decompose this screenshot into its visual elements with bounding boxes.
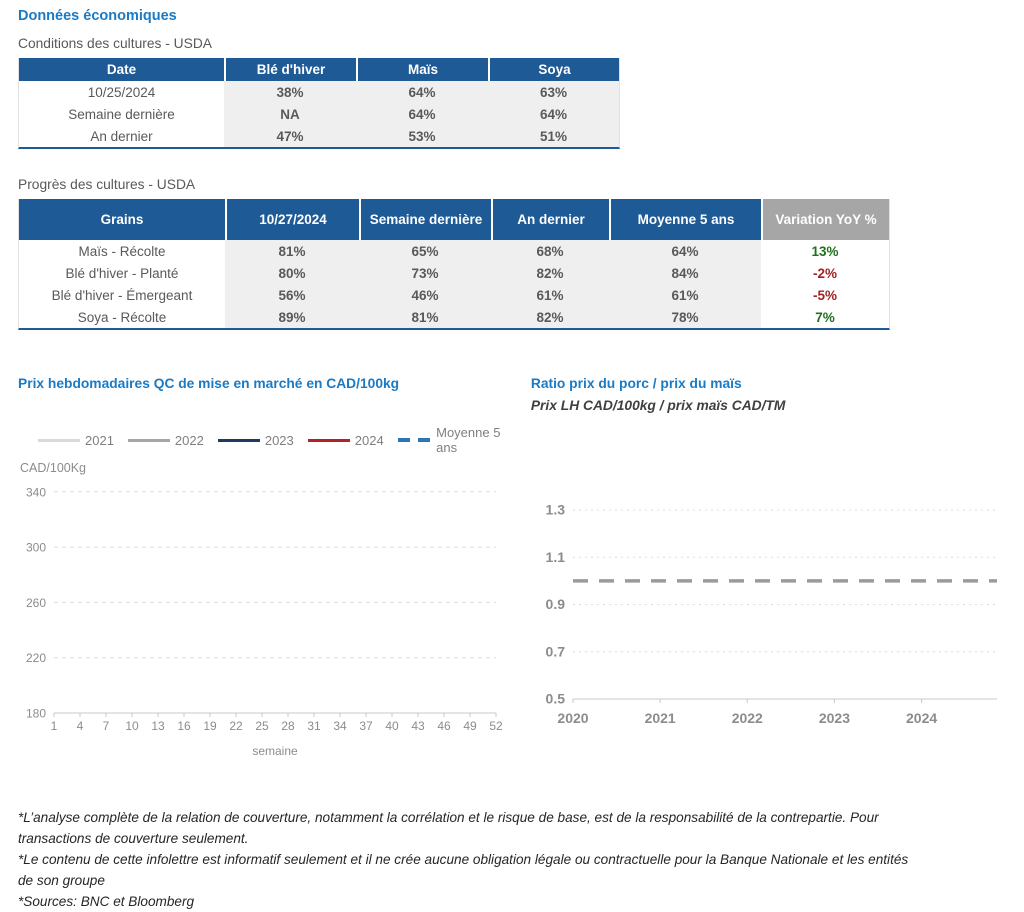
cell-value: 13% — [761, 240, 889, 262]
svg-text:semaine: semaine — [252, 744, 298, 758]
column-header: Maïs — [356, 58, 488, 81]
header-row — [19, 199, 889, 240]
cell-value: 64% — [356, 103, 488, 125]
svg-text:34: 34 — [333, 719, 347, 733]
cell-value: 64% — [356, 81, 488, 103]
column-header: Grains — [19, 199, 225, 240]
svg-text:46: 46 — [437, 719, 451, 733]
cell-value: 78% — [609, 306, 761, 328]
table-row — [19, 240, 889, 262]
legend-swatch — [38, 439, 80, 442]
svg-text:13: 13 — [151, 719, 165, 733]
cell-value: 56% — [225, 284, 359, 306]
table-row — [19, 103, 619, 125]
crop-progress-table — [18, 199, 890, 330]
svg-text:300: 300 — [25, 540, 46, 555]
svg-text:43: 43 — [411, 719, 425, 733]
table-row — [19, 262, 889, 284]
row-label: 10/25/2024 — [19, 81, 224, 103]
crop-conditions-table — [18, 58, 620, 149]
svg-text:340: 340 — [25, 485, 46, 500]
cell-value: 68% — [491, 240, 609, 262]
svg-text:7: 7 — [102, 719, 110, 733]
cell-value: 53% — [356, 125, 488, 147]
crop-progress-title: Progrès des cultures - USDA — [18, 177, 196, 192]
column-header: An dernier — [491, 199, 609, 240]
row-label: An dernier — [19, 125, 224, 147]
cell-value: 84% — [609, 262, 761, 284]
cell-value: 64% — [609, 240, 761, 262]
cell-value: 61% — [609, 284, 761, 306]
hog-corn-ratio-chart-subtitle: Prix LH CAD/100kg / prix maïs CAD/TM — [530, 398, 786, 413]
weekly-price-chart-block — [18, 376, 521, 759]
cell-value: 47% — [224, 125, 356, 147]
cell-value: 51% — [488, 125, 619, 147]
legend-swatch — [308, 439, 350, 442]
legend-swatch — [398, 438, 431, 442]
footnote: *L’analyse complète de la relation de couverture, notamment la corrélation et le risque de base, est de la responsabilité de la contrepartie. Pour transactions de couverture seulement. — [18, 810, 879, 847]
crop-progress-section — [18, 177, 1006, 330]
table-row — [19, 306, 889, 328]
svg-text:0.9: 0.9 — [545, 596, 565, 613]
cell-value: 63% — [488, 81, 619, 103]
cell-value: 65% — [359, 240, 491, 262]
table-row — [19, 81, 619, 103]
svg-text:52: 52 — [489, 719, 503, 733]
cell-value: 38% — [224, 81, 356, 103]
cell-value: 61% — [491, 284, 609, 306]
svg-text:49: 49 — [463, 719, 477, 733]
row-label: Blé d'hiver - Planté — [19, 262, 225, 284]
cell-value: 73% — [359, 262, 491, 284]
legend-label: Moyenne 5 ans — [436, 425, 501, 455]
cell-value: 82% — [491, 262, 609, 284]
svg-text:260: 260 — [25, 595, 46, 610]
column-header: Moyenne 5 ans — [609, 199, 761, 240]
cell-value: -5% — [761, 284, 889, 306]
row-label: Soya - Récolte — [19, 306, 225, 328]
column-header: Blé d'hiver — [224, 58, 356, 81]
legend-swatch — [128, 439, 170, 442]
column-header: Date — [19, 58, 224, 81]
svg-text:37: 37 — [359, 719, 373, 733]
svg-text:2020: 2020 — [557, 710, 589, 726]
hog-corn-ratio-chart-title: Ratio prix du porc / prix du maïs — [530, 376, 742, 391]
cell-value: 81% — [225, 240, 359, 262]
svg-text:1.3: 1.3 — [545, 501, 565, 518]
header-row — [19, 58, 619, 81]
hog-corn-ratio-chart-block — [531, 376, 1006, 759]
table-row — [19, 284, 889, 306]
cell-value: 89% — [225, 306, 359, 328]
row-label: Semaine dernière — [19, 103, 224, 125]
legend-label: 2022 — [174, 432, 204, 448]
hog-corn-ratio-line-chart — [531, 469, 1003, 737]
legend-item — [308, 433, 384, 448]
svg-text:180: 180 — [25, 706, 46, 721]
svg-text:0.7: 0.7 — [545, 643, 565, 660]
cell-value: 46% — [359, 284, 491, 306]
svg-text:1: 1 — [50, 719, 58, 733]
svg-text:1.1: 1.1 — [545, 548, 565, 565]
legend-label: 2023 — [264, 432, 294, 448]
cell-value: 7% — [761, 306, 889, 328]
svg-text:19: 19 — [203, 719, 217, 733]
svg-text:2021: 2021 — [644, 710, 676, 726]
weekly-price-line-chart — [18, 459, 504, 759]
cell-value: 64% — [488, 103, 619, 125]
crop-conditions-section — [18, 36, 1006, 149]
svg-text:2024: 2024 — [905, 710, 938, 726]
cell-value: 81% — [359, 306, 491, 328]
legend-label: 2024 — [354, 432, 384, 448]
legend-item — [218, 433, 294, 448]
svg-text:CAD/100Kg: CAD/100Kg — [20, 461, 87, 475]
cell-value: -2% — [761, 262, 889, 284]
cell-value: 82% — [491, 306, 609, 328]
chart-legend — [38, 425, 521, 455]
weekly-price-chart-title: Prix hebdomadaires QC de mise en marché en CAD/100kg — [18, 376, 400, 391]
svg-text:2023: 2023 — [818, 710, 850, 726]
cell-value: 80% — [225, 262, 359, 284]
svg-text:10: 10 — [125, 719, 139, 733]
footnotes — [18, 807, 918, 912]
svg-text:25: 25 — [255, 719, 269, 733]
column-header: Variation YoY % — [761, 199, 889, 240]
legend-swatch — [218, 439, 260, 442]
row-label: Blé d'hiver - Émergeant — [19, 284, 225, 306]
svg-text:22: 22 — [229, 719, 243, 733]
svg-text:4: 4 — [76, 719, 84, 733]
column-header: Semaine dernière — [359, 199, 491, 240]
svg-text:16: 16 — [177, 719, 191, 733]
legend-label: 2021 — [85, 432, 114, 448]
column-header: Soya — [488, 58, 619, 81]
svg-text:28: 28 — [281, 719, 295, 733]
svg-text:2022: 2022 — [731, 710, 763, 726]
legend-item — [398, 425, 507, 455]
column-header: 10/27/2024 — [225, 199, 359, 240]
legend-item — [128, 433, 204, 448]
table-row — [19, 125, 619, 147]
crop-conditions-title: Conditions des cultures - USDA — [18, 36, 213, 51]
svg-text:0.5: 0.5 — [545, 690, 565, 707]
svg-text:40: 40 — [385, 719, 399, 733]
row-label: Maïs - Récolte — [19, 240, 225, 262]
charts-section — [18, 376, 1006, 759]
legend-item — [38, 433, 114, 448]
svg-text:31: 31 — [307, 719, 321, 733]
page-title: Données économiques — [18, 8, 177, 24]
cell-value: NA — [224, 103, 356, 125]
footnote: *Sources: BNC et Bloomberg — [18, 894, 195, 910]
footnote: *Le contenu de cette infolettre est informatif seulement et il ne crée aucune obligation légale ou contractuelle pour la Banque Nationale et les entités de son groupe — [18, 852, 909, 889]
svg-text:220: 220 — [25, 651, 46, 666]
